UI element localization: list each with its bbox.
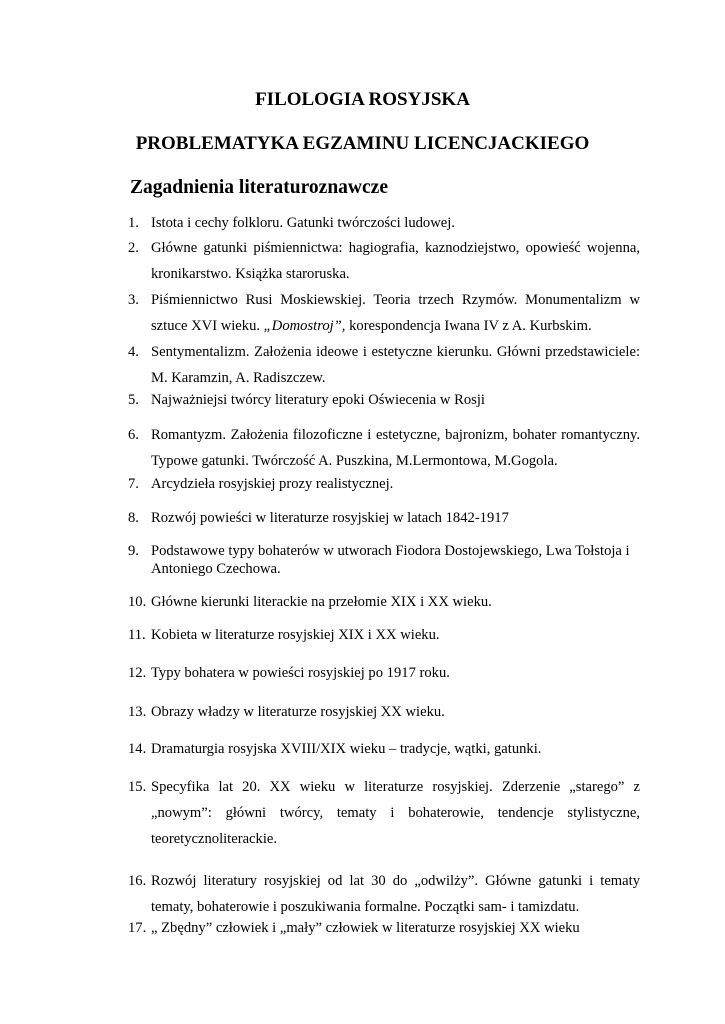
document-subtitle: PROBLEMATYKA EGZAMINU LICENCJACKIEGO bbox=[135, 133, 590, 154]
list-item-text: Arcydzieła rosyjskiej prozy realistycznej. bbox=[151, 476, 394, 492]
list-item-text: Najważniejsi twórcy literatury epoki Oświecenia w Rosji bbox=[151, 392, 485, 408]
list-item-text: Piśmiennictwo Rusi Moskiewskiej. Teoria trzech Rzymów. Monumentalizm w sztuce XVI wieku. „Domostroj”, korespondencja Iwana IV z A. Kurbskim. bbox=[151, 292, 640, 334]
list-item bbox=[128, 774, 640, 852]
list-item-number: 16. bbox=[128, 873, 147, 889]
list-item-text: Rozwój powieści w literaturze rosyjskiej w latach 1842-1917 bbox=[151, 510, 509, 526]
list-item bbox=[128, 474, 640, 494]
list-item-text: Rozwój literatury rosyjskiej od lat 30 do „odwilży”. Główne gatunki i tematy tematy, bohaterowie i poszukiwania formalne. Początki sam- i tamizdatu. bbox=[151, 873, 640, 915]
list-item-number: 12. bbox=[128, 665, 147, 681]
list-item bbox=[128, 213, 640, 233]
list-item bbox=[128, 625, 640, 645]
list-item-text: Główne kierunki literackie na przełomie XIX i XX wieku. bbox=[151, 594, 492, 610]
list-item-number: 7. bbox=[128, 476, 139, 492]
list-item-text: Podstawowe typy bohaterów w utworach Fiodora Dostojewskiego, Lwa Tołstoja i Antoniego Czechowa. bbox=[151, 543, 630, 577]
list-item-text: Sentymentalizm. Założenia ideowe i estetyczne kierunku. Główni przedstawiciele: M. Karamzin, A. Radiszczew. bbox=[151, 344, 640, 386]
list-item-number: 5. bbox=[128, 392, 139, 408]
list-item-number: 13. bbox=[128, 704, 147, 720]
list-item-text: Romantyzm. Założenia filozoficzne i estetyczne, bajronizm, bohater romantyczny. Typowe gatunki. Twórczość A. Puszkina, M.Lermontowa, M.Gogola. bbox=[151, 427, 640, 469]
list-item-text: Specyfika lat 20. XX wieku w literaturze rosyjskiej. Zderzenie „starego” z „nowym”: główni twórcy, tematy i bohaterowie, tendencje stylistyczne, teoretycznoliterackie. bbox=[151, 779, 640, 847]
list-item bbox=[128, 235, 640, 287]
list-item-number: 15. bbox=[128, 779, 147, 795]
list-item-number: 14. bbox=[128, 741, 147, 757]
list-item bbox=[128, 702, 640, 722]
list-item bbox=[128, 508, 640, 528]
list-item-number: 11. bbox=[128, 627, 146, 643]
list-item bbox=[128, 592, 640, 612]
list-item bbox=[128, 739, 640, 759]
list-item-number: 9. bbox=[128, 543, 139, 559]
list-item-number: 2. bbox=[128, 240, 139, 256]
list-item bbox=[128, 868, 640, 920]
list-item-text: Główne gatunki piśmiennictwa: hagiografia, kaznodziejstwo, opowieść wojenna, kronikarstwo. Książka staroruska. bbox=[151, 240, 640, 282]
list-item-text: Kobieta w literaturze rosyjskiej XIX i XX wieku. bbox=[151, 627, 440, 643]
list-item bbox=[128, 339, 640, 391]
list-item-number: 1. bbox=[128, 215, 139, 231]
list-item bbox=[128, 422, 640, 474]
section-heading: Zagadnienia literaturoznawcze bbox=[130, 177, 388, 198]
list-item-number: 8. bbox=[128, 510, 139, 526]
list-item-number: 17. bbox=[128, 920, 147, 936]
list-item-number: 10. bbox=[128, 594, 147, 610]
list-item bbox=[128, 287, 640, 339]
list-item-number: 4. bbox=[128, 344, 139, 360]
list-item bbox=[128, 390, 640, 410]
list-item bbox=[128, 663, 640, 683]
list-item-text: Typy bohatera w powieści rosyjskiej po 1917 roku. bbox=[151, 665, 450, 681]
list-item-number: 6. bbox=[128, 427, 139, 443]
list-item bbox=[128, 542, 640, 578]
list-item-text: Dramaturgia rosyjska XVIII/XIX wieku – tradycje, wątki, gatunki. bbox=[151, 741, 542, 757]
document-title: FILOLOGIA ROSYJSKA bbox=[255, 89, 470, 110]
list-item-text: Obrazy władzy w literaturze rosyjskiej XX wieku. bbox=[151, 704, 445, 720]
list-item-number: 3. bbox=[128, 292, 139, 308]
list-item bbox=[128, 918, 640, 938]
list-item-text: Istota i cechy folkloru. Gatunki twórczości ludowej. bbox=[151, 215, 455, 231]
list-item-text: „ Zbędny” człowiek i „mały” człowiek w literaturze rosyjskiej XX wieku bbox=[151, 920, 580, 936]
